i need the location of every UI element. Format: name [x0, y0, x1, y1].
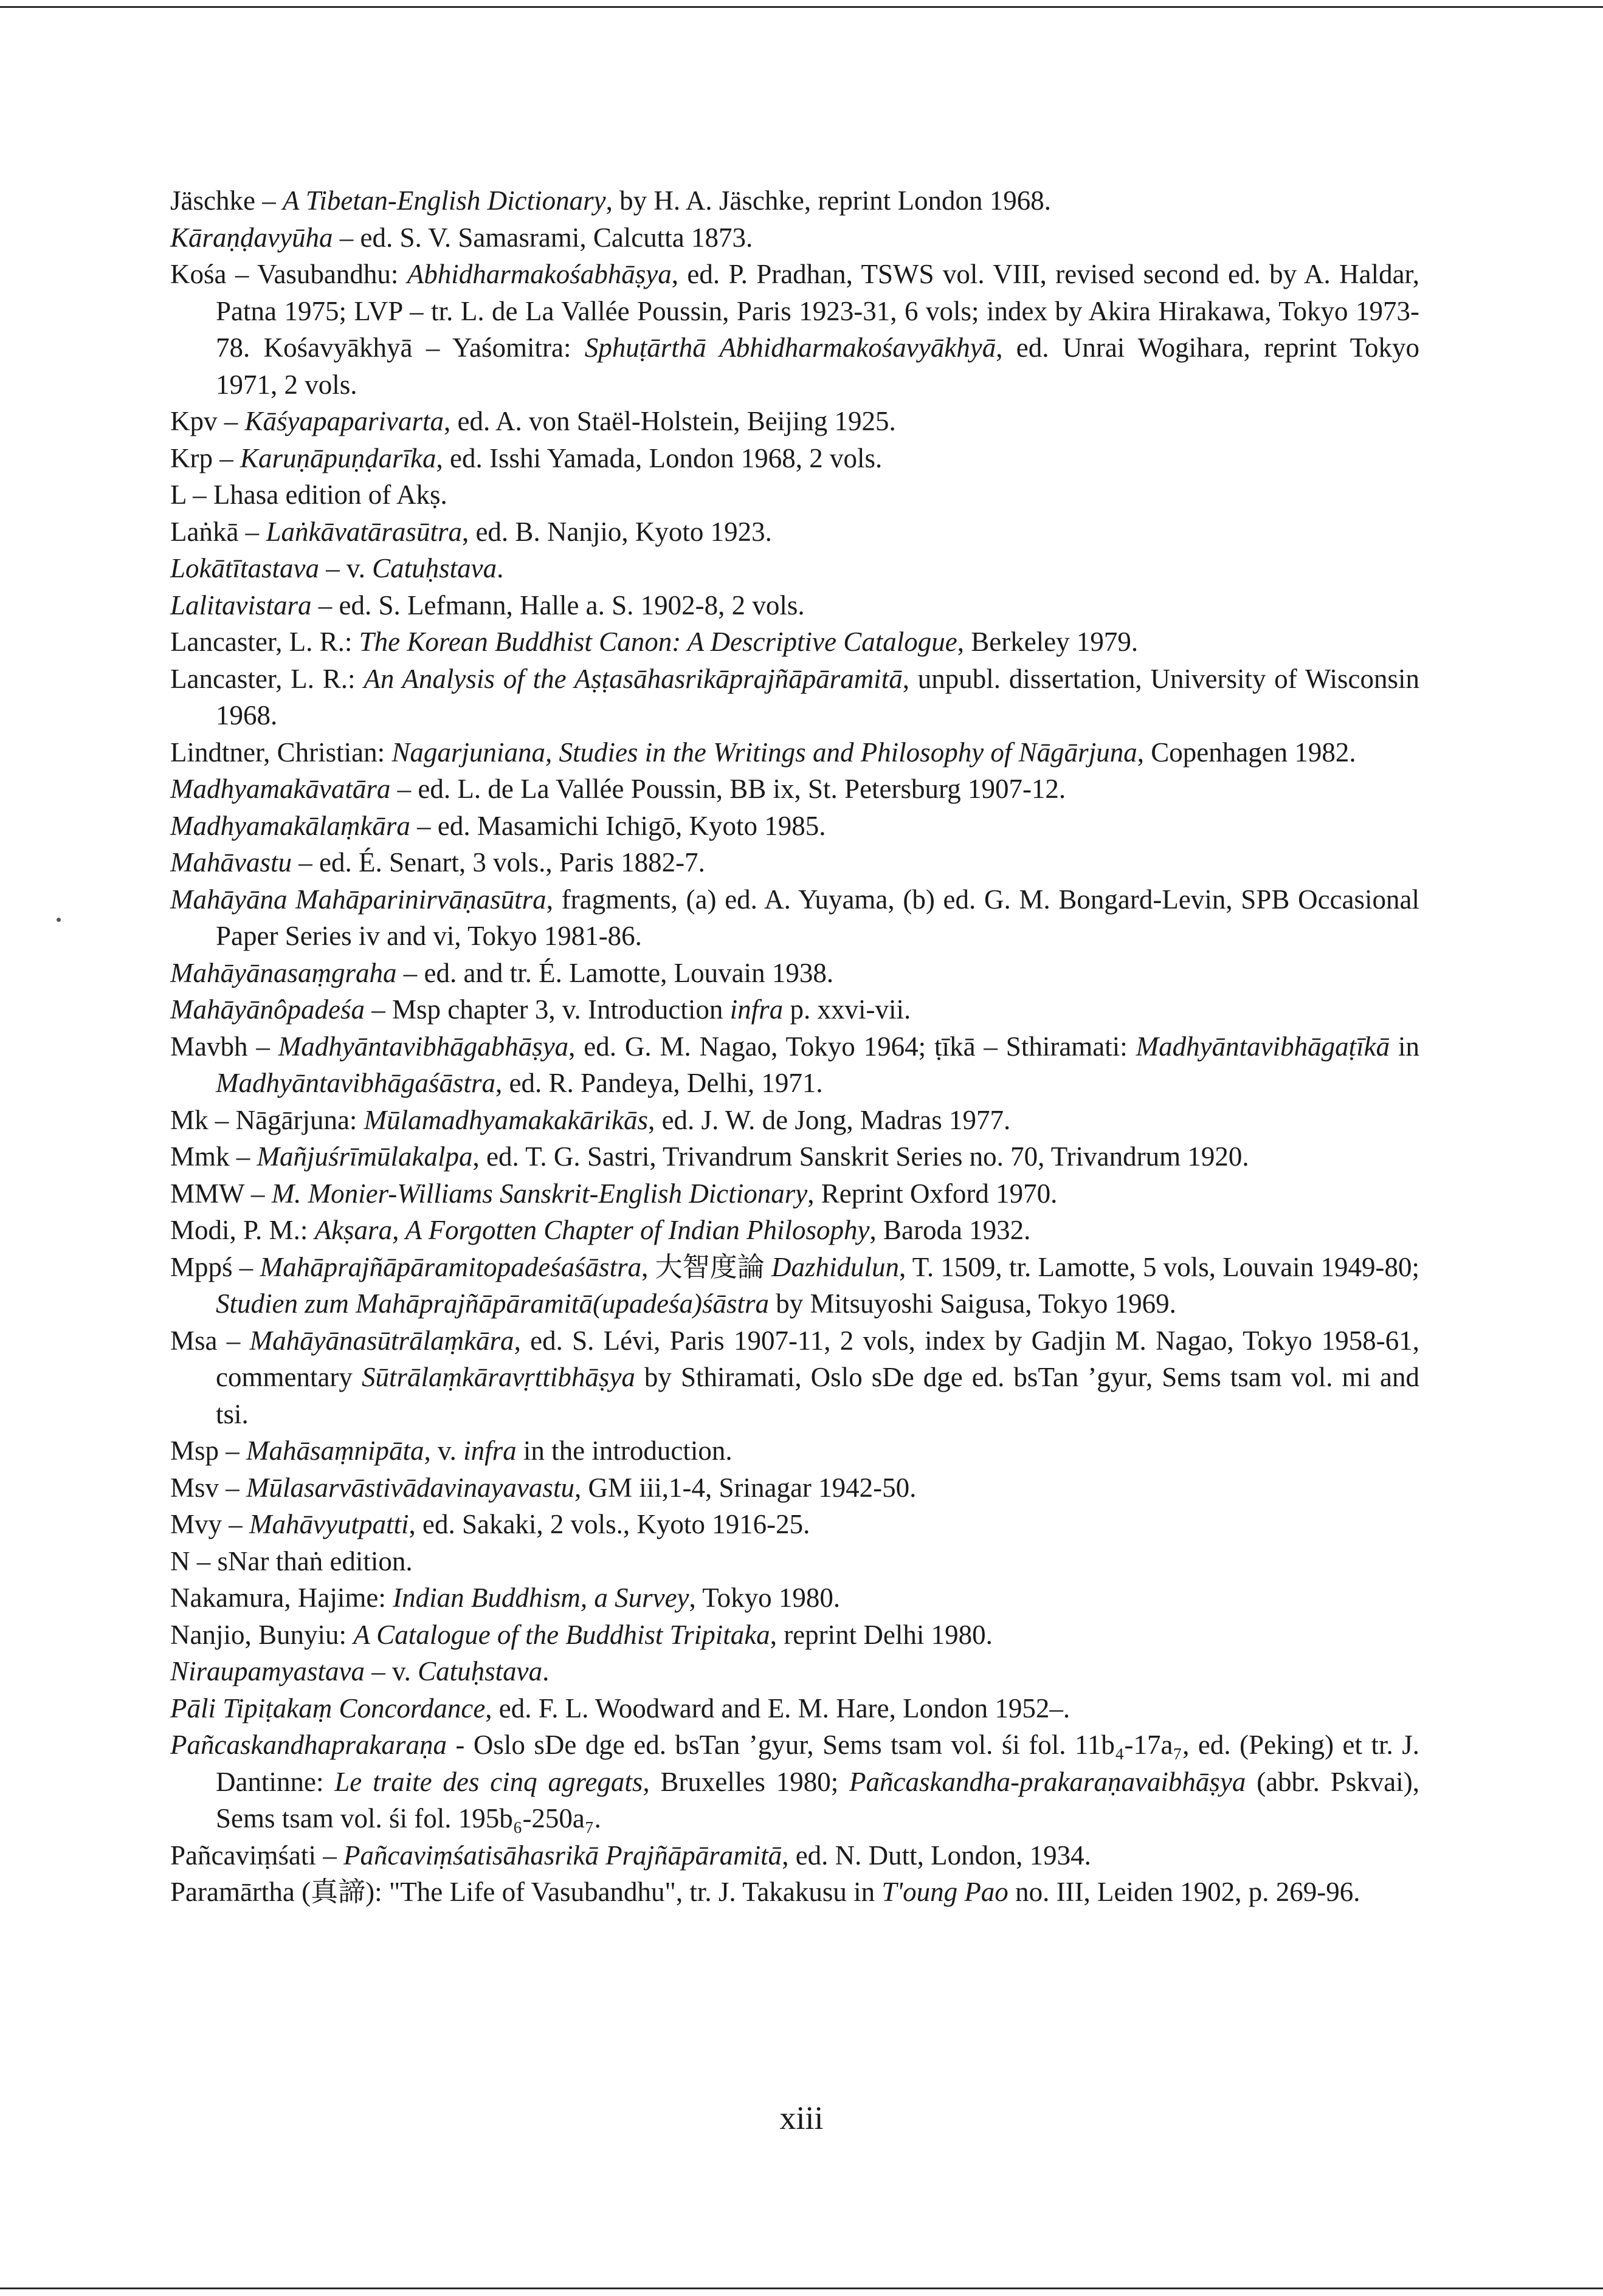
entry-title-italic: Madhyāntavibhāgabhāṣya — [278, 1031, 569, 1062]
entry-title-italic: Karuṇāpuṇḍarīka — [240, 442, 436, 473]
entry-text: Mmk – — [170, 1141, 257, 1172]
bibliography-entry — [170, 219, 1419, 256]
entry-title-italic: Mūlasarvāstivādavinayavastu — [246, 1472, 574, 1503]
bibliography-entry — [170, 1653, 1419, 1690]
entry-text: , v. — [424, 1435, 464, 1466]
entry-title-italic: Madhyamakālaṃkāra — [170, 810, 410, 841]
entry-title-italic: infra — [463, 1435, 517, 1466]
bibliography-entry — [170, 256, 1419, 403]
entry-title-italic: Catuḥstava — [418, 1656, 543, 1686]
entry-text: , ed. S. Lévi, Paris 1907-11, 2 vols, index by Gadjin M. Nagao, Tokyo 1958-61, commentary — [216, 1325, 1420, 1392]
entry-title-italic: Abhidharmakośabhāṣya — [407, 259, 672, 289]
entry-text: by Sthiramati, Oslo sDe dge ed. bsTan ’gyur, Sems tsam vol. mi and tsi. — [216, 1362, 1419, 1429]
entry-text: Kośa – Vasubandhu: — [170, 259, 407, 289]
entry-text: , ed. G. M. Nagao, Tokyo 1964; ṭīkā – Sthiramati: — [568, 1031, 1136, 1062]
entry-text: by Mitsuyoshi Saigusa, Tokyo 1969. — [769, 1288, 1176, 1319]
entry-title-italic: Mahāprajñāpāramitopadeśaśāstra — [260, 1251, 642, 1282]
entry-text: Krp – — [170, 442, 240, 473]
entry-text: – ed. S. Lefmann, Halle a. S. 1902-8, 2 vols. — [311, 589, 805, 620]
scan-speck — [57, 918, 61, 922]
bibliography-entry — [170, 1837, 1419, 1874]
entry-text: Mavbh – — [170, 1031, 278, 1062]
entry-text: Kpv – — [170, 406, 245, 436]
entry-title-italic: Niraupamyastava — [170, 1656, 365, 1686]
entry-title-italic: T'oung Pao — [881, 1877, 1008, 1907]
entry-text: , reprint Delhi 1980. — [770, 1619, 993, 1650]
entry-text: Msa – — [170, 1325, 250, 1356]
entry-title-italic: Madhyamakāvatāra — [170, 774, 391, 804]
entry-text: L – Lhasa edition of Akṣ. — [170, 479, 447, 510]
bibliography-entry — [170, 1727, 1419, 1837]
bibliography-entry — [170, 808, 1419, 845]
entry-text: , ed. Sakaki, 2 vols., Kyoto 1916-25. — [409, 1509, 810, 1539]
bibliography-entry — [170, 182, 1419, 219]
entry-text: Mk – Nāgārjuna: — [170, 1104, 364, 1135]
bibliography-entry — [170, 1212, 1419, 1249]
bibliography-entry — [170, 1579, 1419, 1617]
bibliography-entry — [170, 1543, 1419, 1580]
entry-title-italic: Madhyāntavibhāgaṭīkā — [1136, 1031, 1390, 1062]
bibliography-entry — [170, 1432, 1419, 1469]
entry-text: in — [1390, 1031, 1419, 1062]
entry-text: (abbr. Pskvai), Sems tsam vol. śi fol. 195b₆-250a₇. — [216, 1766, 1420, 1834]
bibliography-entry — [170, 440, 1419, 477]
bibliography-entry — [170, 881, 1419, 955]
entry-text: – v. — [365, 1656, 418, 1686]
entry-title-italic: Mūlamadhyamakakārikās — [364, 1104, 649, 1135]
bibliography-entry — [170, 1138, 1419, 1175]
entry-text: Lindtner, Christian: — [170, 737, 392, 768]
bibliography-entry — [170, 514, 1419, 551]
entry-text: Msv – — [170, 1472, 247, 1503]
entry-text: , GM iii,1-4, Srinagar 1942-50. — [574, 1472, 917, 1503]
entry-title-italic: Pañcaviṃśatisāhasrikā Prajñāpāramitā — [343, 1840, 782, 1871]
scan-edge-bottom — [0, 2287, 1603, 2289]
bibliography-entry — [170, 1028, 1419, 1102]
entry-text: , unpubl. dissertation, University of Wisconsin 1968. — [216, 663, 1420, 730]
entry-text: – v. — [319, 553, 373, 583]
entry-text: p. xxvi-vii. — [783, 994, 911, 1025]
entry-title-italic: Catuḥstava — [372, 553, 497, 583]
entry-text: , ed. P. Pradhan, TSWS vol. VIII, revised second ed. by A. Haldar, Patna 1975; LVP – tr. L. de La Vallée Poussin, Paris 1923-31, 6 vols; index by Akira Hirakawa, Tokyo 1973-78. Kośavyākhyā – Yaśomitra: — [216, 259, 1419, 363]
entry-title-italic: M. Monier-Williams Sanskrit-English Dictionary — [271, 1178, 808, 1209]
entry-text: Bruxelles 1980; — [649, 1766, 850, 1797]
entry-text: Pañcaviṃśati – — [170, 1840, 343, 1871]
entry-text: , ed. Isshi Yamada, London 1968, 2 vols. — [436, 442, 883, 473]
bibliography-entry — [170, 1690, 1419, 1727]
bibliography-entry — [170, 1249, 1419, 1322]
entry-text: Nakamura, Hajime: — [170, 1583, 393, 1613]
entry-text: . — [497, 553, 504, 583]
entry-text: , Tokyo 1980. — [689, 1583, 841, 1613]
entry-title-italic: infra — [729, 994, 784, 1025]
bibliography-entry — [170, 771, 1419, 808]
entry-title-italic: Mahāyānôpadeśa — [170, 994, 365, 1025]
entry-text: , Reprint Oxford 1970. — [807, 1178, 1058, 1209]
bibliography-entry — [170, 991, 1419, 1028]
entry-text: , Berkeley 1979. — [957, 627, 1139, 657]
entry-title-italic: Akṣara, A Forgotten Chapter of Indian Philosophy — [314, 1215, 870, 1245]
entry-title-italic: Mañjuśrīmūlakalpa — [257, 1141, 473, 1172]
entry-title-italic: Mahāyānasaṃgraha — [170, 957, 397, 988]
entry-title-italic: Le traite des cinq agregats, — [334, 1766, 650, 1797]
entry-text: Laṅkā – — [170, 516, 266, 547]
entry-text: Lancaster, L. R.: — [170, 627, 359, 657]
entry-title-italic: Madhyāntavibhāgaśāstra — [216, 1068, 495, 1098]
entry-title-italic: Studien zum Mahāprajñāpāramitā(upadeśa)śāstra — [216, 1288, 769, 1319]
entry-title-italic: Nagarjuniana, Studies in the Writings and Philosophy of Nāgārjuna — [391, 737, 1137, 768]
entry-text: – ed. É. Senart, 3 vols., Paris 1882-7. — [291, 847, 705, 878]
bibliography-entry — [170, 403, 1419, 440]
entry-text: , T. 1509, tr. Lamotte, 5 vols, Louvain 1949-80; — [899, 1251, 1419, 1282]
entry-title-italic: Sphuṭārthā Abhidharmakośavyākhyā — [584, 332, 996, 363]
entry-title-italic: Mahāvyutpatti — [249, 1509, 409, 1539]
entry-text: – ed. S. V. Samasrami, Calcutta 1873. — [333, 222, 753, 253]
entry-text: . — [542, 1656, 550, 1686]
entry-title-italic: Mahāyānasūtrālaṃkāra — [249, 1325, 514, 1356]
entry-text: no. III, Leiden 1902, p. 269-96. — [1008, 1877, 1360, 1907]
entry-title-italic: Indian Buddhism, a Survey — [393, 1583, 689, 1613]
page-number: xiii — [779, 2100, 824, 2136]
entry-title-italic: Kāśyapaparivarta — [244, 406, 444, 436]
bibliography-entry — [170, 1175, 1419, 1212]
bibliography-entry — [170, 1322, 1419, 1433]
scan-edge-top — [0, 6, 1603, 8]
entry-text: Mvy – — [170, 1509, 250, 1539]
bibliography-entry — [170, 1506, 1419, 1543]
entry-text: , Copenhagen 1982. — [1137, 737, 1356, 768]
entry-title-italic: Mahāsaṃnipāta — [246, 1435, 424, 1466]
entry-text: – ed. and tr. É. Lamotte, Louvain 1938. — [396, 957, 834, 988]
entry-text: , ed. B. Nanjio, Kyoto 1923. — [461, 516, 772, 547]
bibliography-entry — [170, 734, 1419, 771]
entry-title-italic: Mahāvastu — [170, 847, 292, 878]
entry-text: , ed. N. Dutt, London, 1934. — [782, 1840, 1091, 1871]
entry-title-italic: A Tibetan-English Dictionary — [282, 185, 606, 216]
entry-title-italic: Pañcaskandhaprakaraṇa — [170, 1730, 447, 1760]
entry-text: , Baroda 1932. — [869, 1215, 1031, 1245]
entry-text: , fragments, (a) ed. A. Yuyama, (b) ed. G. M. Bongard-Levin, SPB Occasional Paper Series iv and vi, Tokyo 1981-86. — [216, 884, 1419, 951]
entry-text: , by H. A. Jäschke, reprint London 1968. — [605, 185, 1052, 216]
entry-text: in the introduction. — [516, 1435, 733, 1466]
entry-title-italic: Pañcaskandha-prakaraṇavaibhāṣya — [849, 1766, 1246, 1797]
entry-title-italic: Kāraṇḍavyūha — [170, 222, 333, 253]
bibliography-entry — [170, 624, 1419, 661]
entry-text: Paramārtha (真諦): "The Life of Vasubandhu", tr. J. Takakusu in — [170, 1877, 882, 1907]
entry-title-italic: The Korean Buddhist Canon: A Descriptive Catalogue — [359, 627, 957, 657]
bibliography-entry — [170, 550, 1419, 587]
entry-title-italic: Mahāyāna Mahāparinirvāṇasūtra — [170, 884, 546, 915]
bibliography-entry — [170, 844, 1419, 881]
entry-text: – ed. L. de La Vallée Poussin, BB ix, St. Petersburg 1907-12. — [390, 774, 1066, 804]
entry-title-italic: Sūtrālaṃkāravṛttibhāṣya — [361, 1362, 635, 1392]
bibliography-entry — [170, 1617, 1419, 1654]
bibliography-entry — [170, 587, 1419, 624]
entry-title-italic: Laṅkāvatārasūtra — [266, 516, 462, 547]
entry-text: MMW – — [170, 1178, 272, 1209]
entry-text: , ed. Unrai Wogihara, reprint Tokyo 1971, 2 vols. — [216, 332, 1419, 400]
entry-text: , ed. T. G. Sastri, Trivandrum Sanskrit Series no. 70, Trivandrum 1920. — [472, 1141, 1249, 1172]
entry-text: Nanjio, Bunyiu: — [170, 1619, 354, 1650]
entry-text: – ed. Masamichi Ichigō, Kyoto 1985. — [410, 810, 826, 841]
bibliography-entry — [170, 1874, 1419, 1911]
entry-text: Jäschke – — [170, 185, 283, 216]
entry-text: Lancaster, L. R.: — [170, 663, 364, 694]
bibliography-list — [170, 182, 1419, 1911]
entry-title-italic: A Catalogue of the Buddhist Tripitaka — [353, 1619, 770, 1650]
entry-text: Msp – — [170, 1435, 247, 1466]
entry-text: , ed. A. von Staël-Holstein, Beijing 1925. — [444, 406, 896, 436]
entry-text: Mppś – — [170, 1251, 260, 1282]
entry-text: Modi, P. M.: — [170, 1215, 315, 1245]
entry-text: , ed. R. Pandeya, Delhi, 1971. — [495, 1068, 823, 1098]
entry-title-italic: Lokātītastava — [170, 553, 319, 583]
entry-text: N – sNar thaṅ edition. — [170, 1545, 413, 1576]
bibliography-entry — [170, 1102, 1419, 1139]
bibliography-entry — [170, 476, 1419, 514]
bibliography-entry — [170, 661, 1419, 734]
entry-title-italic: Dazhidulun — [771, 1251, 900, 1282]
entry-text: - Oslo sDe dge ed. bsTan ’gyur, Sems tsam vol. śi fol. 11b₄-17a₇, ed. (Peking) et tr. J. Dantinne: — [216, 1730, 1419, 1797]
entry-text: , ed. F. L. Woodward and E. M. Hare, London 1952–. — [485, 1693, 1070, 1724]
entry-title-italic: Pāli Tipiṭakaṃ Concordance — [170, 1693, 486, 1724]
bibliography-entry — [170, 1469, 1419, 1507]
entry-text: , ed. J. W. de Jong, Madras 1977. — [648, 1104, 1011, 1135]
entry-title-italic: Lalitavistara — [170, 589, 312, 620]
bibliography-entry — [170, 955, 1419, 992]
entry-title-italic: An Analysis of the Aṣṭasāhasrikāprajñāpāramitā — [364, 663, 903, 694]
entry-text: , 大智度論 — [641, 1251, 772, 1282]
entry-text: – Msp chapter 3, v. Introduction — [364, 994, 730, 1025]
